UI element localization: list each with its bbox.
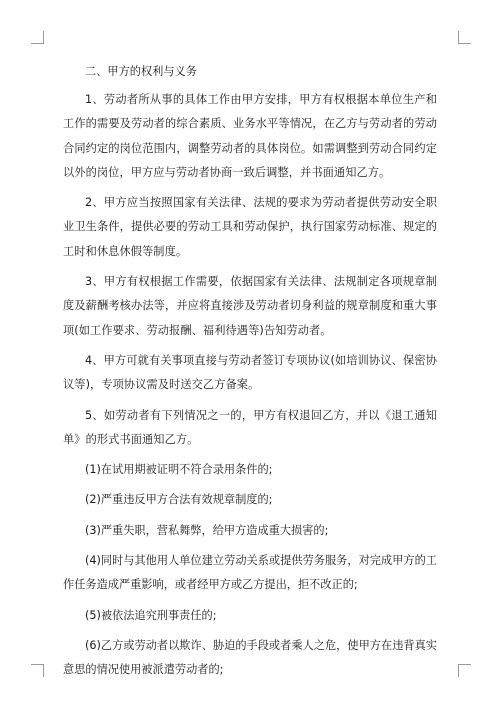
- section-heading: 二、甲方的权利与义务: [85, 65, 197, 78]
- list-item-6: (6)乙方或劳动者以欺诈、胁迫的手段或者乘人之危，使甲方在违背真实意思的情况使用被派遣劳动者的;: [63, 638, 437, 677]
- crop-mark-bottom-right: [458, 664, 471, 677]
- crop-mark-bottom-left: [31, 664, 44, 677]
- list-item-5: (5)被依法追究刑事责任的;: [85, 608, 217, 622]
- paragraph-5: 5、如劳动者有下列情况之一的，甲方有权退回乙方，并以《退工通知单》的形式书面通知乙方。: [63, 408, 437, 446]
- crop-mark-top-left: [31, 31, 44, 44]
- paragraph-1: 1、劳动者所从事的具体工作由甲方安排，甲方有权根据本单位生产和工作的需要及劳动者的综合素质、业务水平等情况，在乙方与劳动者的劳动合同约定的岗位范围内，调整劳动者的具体岗位。如需调整到劳动合同约定以外的岗位，甲方应与劳动者协商一致后调整，并书面通知乙方。: [63, 93, 437, 179]
- list-item-3: (3)严重失职，营私舞弊，给甲方造成重大损害的;: [85, 523, 329, 537]
- document-body: [63, 60, 437, 689]
- list-item-2: (2)严重违反甲方合法有效规章制度的;: [85, 493, 273, 507]
- paragraph-2: 2、甲方应当按照国家有关法律、法规的要求为劳动者提供劳动安全职业卫生条件，提供必要的劳动工具和劳动保护，执行国家劳动标准、规定的工时和休息休假等制度。: [63, 196, 437, 258]
- list-item-4: (4)同时与其他用人单位建立劳动关系或提供劳务服务，对完成甲方的工作任务造成严重影响，或者经甲方或乙方提出，拒不改正的;: [63, 554, 437, 592]
- list-item-1: (1)在试用期被证明不符合录用条件的;: [85, 463, 273, 477]
- paragraph-4: 4、甲方可就有关事项直接与劳动者签订专项协议(如培训协议、保密协议等)，专项协议需及时送交乙方备案。: [63, 353, 437, 392]
- paragraph-3: 3、甲方有权根据工作需要，依据国家有关法律、法规制定各项规章制度及薪酬考核办法等，并应将直接涉及劳动者切身利益的规章制度和重大事项(如工作要求、劳动报酬、福利待遇等)告知劳动者。: [63, 275, 437, 337]
- crop-mark-top-right: [458, 31, 471, 44]
